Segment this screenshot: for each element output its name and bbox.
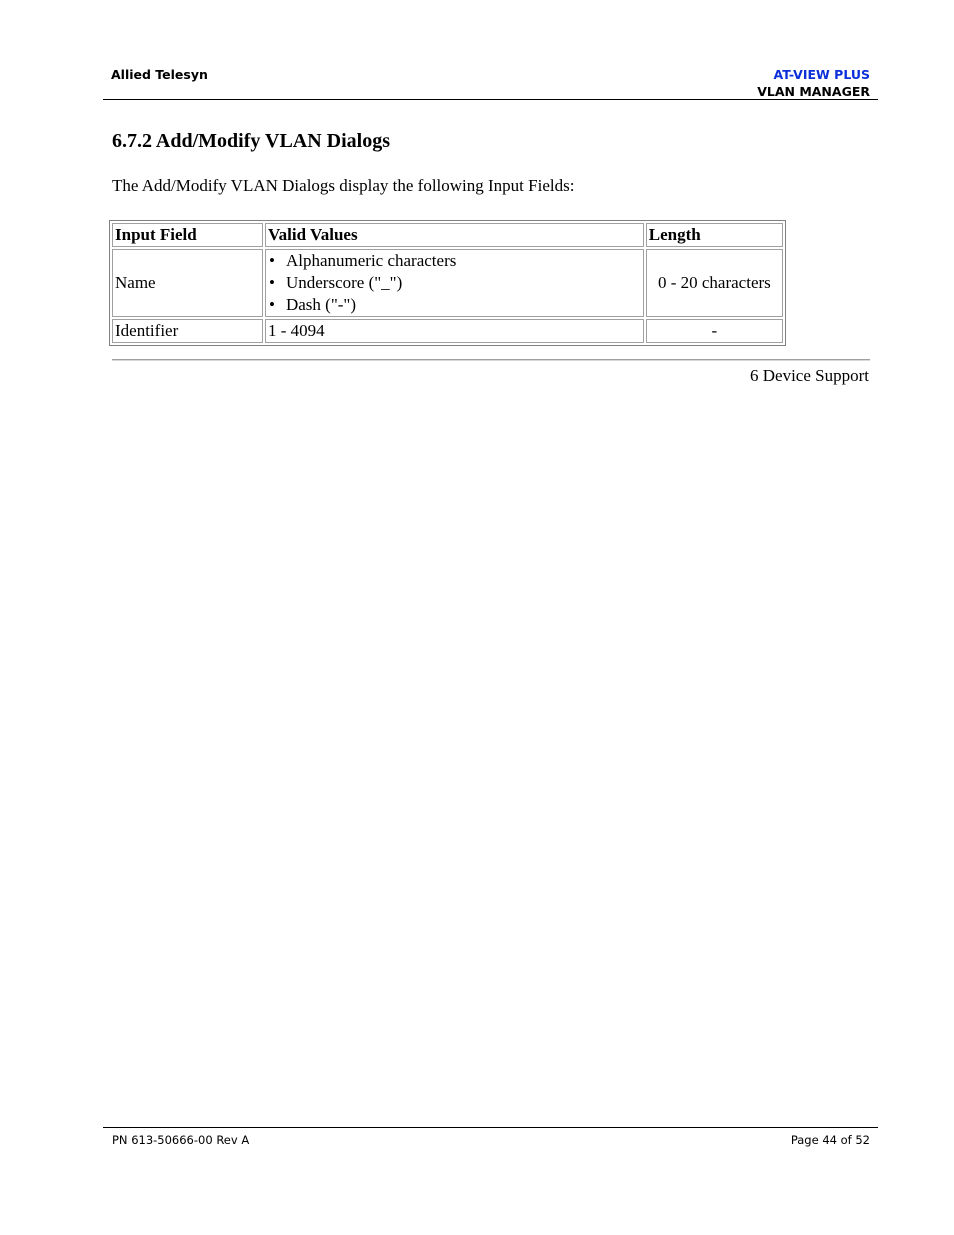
list-item: • Dash ("-") — [268, 294, 641, 316]
cell-valid-values — [265, 249, 644, 317]
list-item: • Alphanumeric characters — [268, 250, 641, 272]
cell-length: - — [646, 319, 783, 343]
product-block — [757, 67, 870, 99]
part-number: PN 613-50666-00 Rev A — [112, 1133, 250, 1147]
list-item: • Underscore ("_") — [268, 272, 641, 294]
section-title: 6.7.2 Add/Modify VLAN Dialogs — [112, 130, 391, 152]
chapter-link[interactable]: 6 Device Support — [750, 366, 869, 385]
valid-values-list — [268, 250, 641, 316]
table-row — [112, 319, 783, 343]
table-row — [112, 249, 783, 317]
column-header-length: Length — [646, 223, 783, 247]
cell-valid-values: 1 - 4094 — [265, 319, 644, 343]
cell-field-name: Name — [112, 249, 263, 317]
table-header-row — [112, 223, 783, 247]
page-header — [103, 64, 878, 100]
cell-field-identifier: Identifier — [112, 319, 263, 343]
module-name: VLAN MANAGER — [757, 84, 870, 99]
horizontal-rule — [112, 359, 870, 361]
cell-length: 0 - 20 characters — [646, 249, 783, 317]
intro-paragraph: The Add/Modify VLAN Dialogs display the following Input Fields: — [112, 176, 575, 195]
product-name: AT-VIEW PLUS — [773, 67, 870, 82]
column-header-input-field: Input Field — [112, 223, 263, 247]
page-footer — [103, 1127, 878, 1147]
column-header-valid-values: Valid Values — [265, 223, 644, 247]
input-fields-table — [109, 220, 786, 346]
page-number: Page 44 of 52 — [790, 1133, 870, 1147]
company-name: Allied Telesyn — [111, 67, 208, 82]
